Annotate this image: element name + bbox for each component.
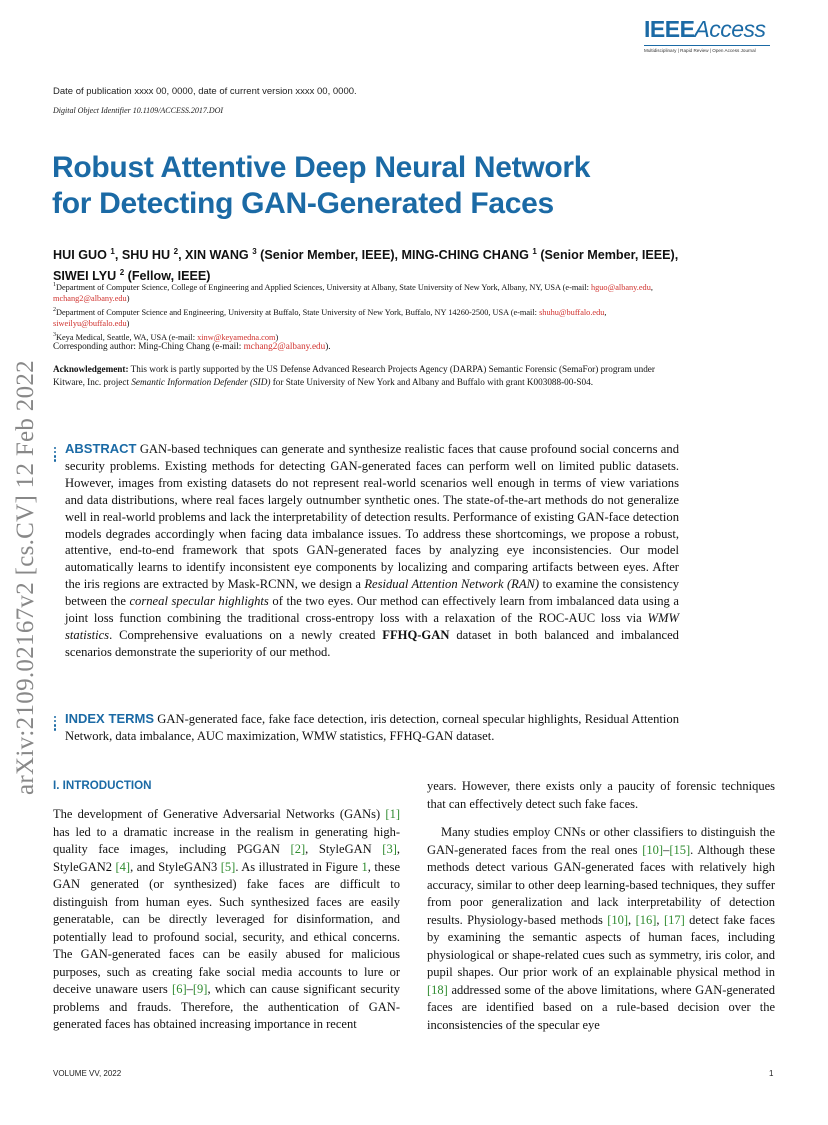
email-link[interactable]: xinw@keyamedna.com <box>197 332 276 342</box>
citation-link[interactable]: [4] <box>115 859 131 874</box>
citation-link[interactable]: [6] <box>172 982 187 996</box>
email-link[interactable]: hguo@albany.edu <box>590 282 651 292</box>
author-sup: 1 <box>110 247 115 256</box>
citation-link[interactable]: [10] <box>607 912 629 927</box>
affiliation-2: $^2$Department of Computer Science and Engineering, University at Buffalo, State University of New York, Buffalo, NY 14260-2500, USA (e-mail: shuhu@buffalo.edu, siweilyu@buffalo.edu) <box>53 306 607 329</box>
corresponding-author: Corresponding author: Ming-Ching Chang (e-mail: mchang2@albany.edu). <box>53 341 331 351</box>
acknowledgement: Acknowledgement: This work is partly supported by the US Defense Advanced Research Projects Agency (DARPA) Semantic Forensic (SemaFor) program under Kitware, Inc. project Semantic Information Defender (SID) for State University of New York and Albany and Buffalo with grant K003088-00-S04. <box>53 364 655 387</box>
ieee-access-logo <box>644 16 770 53</box>
citation-link[interactable]: [3] <box>382 842 397 856</box>
affiliation-3: $^3$Keya Medical, Seattle, WA, USA (e-mail: xinw@keyamedna.com) <box>53 331 279 342</box>
affiliations <box>53 280 683 343</box>
index-terms-dots-icon <box>52 714 58 733</box>
affiliation-1: $^1$Department of Computer Science, College of Engineering and Applied Sciences, University at Albany, State University of New York, Albany, NY, USA (e-mail: hguo@albany.edu, mchang2@albany.edu) <box>53 282 653 304</box>
acknowledgement-label: Acknowledgement: <box>53 364 129 374</box>
logo-ieee: IEEE <box>644 16 695 42</box>
footer-volume: VOLUME VV, 2022 <box>53 1069 122 1078</box>
email-link[interactable]: mchang2@albany.edu <box>243 341 326 351</box>
intro-left-column: The development of Generative Adversarial Networks (GANs) [1] has led to a dramatic increase in the realism in generating high-quality face images, including PGGAN [2], StyleGAN [3], StyleGAN2 [4], and StyleGAN3 [5]. As illustrated in Figure 1, these GAN generated (or synthesized) fake faces are difficult to distinguish from human eyes. Such synthesized faces are easily generatable, can be directly leveraged for disinformation, and potentially lead to profound social, security, and ethical concerns. The GAN-generated faces can be easily abused for malicious purposes, such as creating fake social media accounts to lure or deceive unaware users [6]–[9], which can cause significant security problems and frauds. Therefore, the authentication of GAN-generated faces has obtained increasing importance in recent <box>53 807 400 1031</box>
intro-right-column <box>427 778 775 1034</box>
logo-access: Access <box>694 16 766 42</box>
author-name: , SHU HU <box>114 248 171 263</box>
author-sup: 2 <box>119 268 125 278</box>
author-name: (Fellow, IEEE) <box>124 269 211 284</box>
citation-link[interactable]: [9] <box>192 982 208 996</box>
email-link[interactable]: siweilyu@buffalo.edu <box>53 319 127 329</box>
arxiv-stamp: arXiv:2109.02167v2 [cs.CV] 12 Feb 2022 <box>12 360 39 795</box>
author-sup: 2 <box>173 247 179 256</box>
citation-link[interactable]: [2] <box>290 842 306 856</box>
footer-page-number: 1 <box>769 1069 774 1078</box>
logo-tagline: Multidisciplinary | Rapid Review | Open Access Journal <box>644 45 770 53</box>
citation-link[interactable]: [15] <box>669 842 691 857</box>
author-sup: 3 <box>252 247 257 256</box>
abstract-dots-icon <box>52 445 58 464</box>
title-line-1: Robust Attentive Deep Neural Network <box>52 151 591 184</box>
author-name: (Senior Member, IEEE), MING-CHING CHANG <box>256 248 529 263</box>
figure-link[interactable]: 1 <box>361 859 368 874</box>
doi: Digital Object Identifier 10.1109/ACCESS.2017.DOI <box>53 106 224 115</box>
title-line-2: for Detecting GAN-Generated Faces <box>52 187 554 220</box>
author-name: , XIN WANG <box>178 248 249 263</box>
citation-link[interactable]: [16] <box>635 912 657 927</box>
paragraph: years. However, there exists only a paucity of forensic techniques that can effectively detect such fake faces. <box>427 779 775 811</box>
publication-date: Date of publication xxxx 00, 0000, date of current version xxxx 00, 0000. <box>53 86 357 97</box>
citation-link[interactable]: [18] <box>427 982 448 997</box>
paragraph: Many studies employ CNNs or other classifiers to distinguish the GAN-generated faces from the real ones [10]–[15]. Although these methods detect various GAN-generated faces with relatively high accuracy, similar to other deep learning-based techniques, they suffer from poor generalization and lack interpretability of detection results. Physiology-based methods [10], [16], [17] detect fake faces by examining the semantic aspects of human faces, including physiological or shape-related cues such as symmetry, iris color, and pupil shapes. Our prior work of an explainable physical method in [18] addressed some of the above limitations, where GAN-generated faces are identified based on a rule-based decision over the inconsistencies of the specular eye <box>427 825 775 1032</box>
citation-link[interactable]: [5] <box>220 859 236 874</box>
section-heading: I. INTRODUCTION <box>53 779 152 792</box>
paper-title <box>52 150 752 222</box>
author-name: HUI GUO <box>53 248 107 263</box>
citation-link[interactable]: [17] <box>663 912 685 927</box>
email-link[interactable]: mchang2@albany.edu <box>53 294 127 304</box>
citation-link[interactable]: [1] <box>385 807 400 821</box>
index-terms: INDEX TERMS GAN-generated face, fake face detection, iris detection, corneal specular highlights, Residual Attention Network, data imbalance, AUC maximization, WMW statistics, FFHQ-GAN dataset. <box>65 711 679 743</box>
citation-link[interactable]: [10] <box>642 842 664 857</box>
author-sup: 1 <box>532 247 537 256</box>
abstract: ABSTRACT GAN-based techniques can generate and synthesize realistic faces that cause profound social concerns and security problems. Existing methods for detecting GAN-generated faces can perform well on limited public datasets. However, images from existing datasets do not represent real-world scenarios well enough in terms of view variations and data distributions, where real faces largely outnumber synthetic ones. The state-of-the-art methods do not generalize well in real-world problems and lack the interpretability of detection results. Performance of existing GAN-face detection models degrades accordingly when facing data imbalance issues. To address these shortcomings, we propose a robust, attentive, end-to-end framework that spots GAN-generated faces by analyzing eye inconsistencies. Our model automatically learns to identify inconsistent eye components by localizing and comparing artifacts between eyes. After the iris regions are extracted by Mask-RCNN, we design a Residual Attention Network (RAN) to examine the consistency between the corneal specular highlights of the two eyes. Our method can effectively learn from imbalanced data using a joint loss function combining the traditional cross-entropy loss with a relaxation of the ROC-AUC loss via WMW statistics. Comprehensive evaluations on a newly created FFHQ-GAN dataset in both balanced and imbalanced scenarios demonstrate the superiority of our method. <box>65 441 679 659</box>
abstract-label: ABSTRACT <box>65 441 137 456</box>
author-name: (Senior Member, IEEE), SIWEI LYU <box>53 248 679 284</box>
email-link[interactable]: shuhu@buffalo.edu <box>539 307 605 317</box>
index-terms-label: INDEX TERMS <box>65 711 154 726</box>
